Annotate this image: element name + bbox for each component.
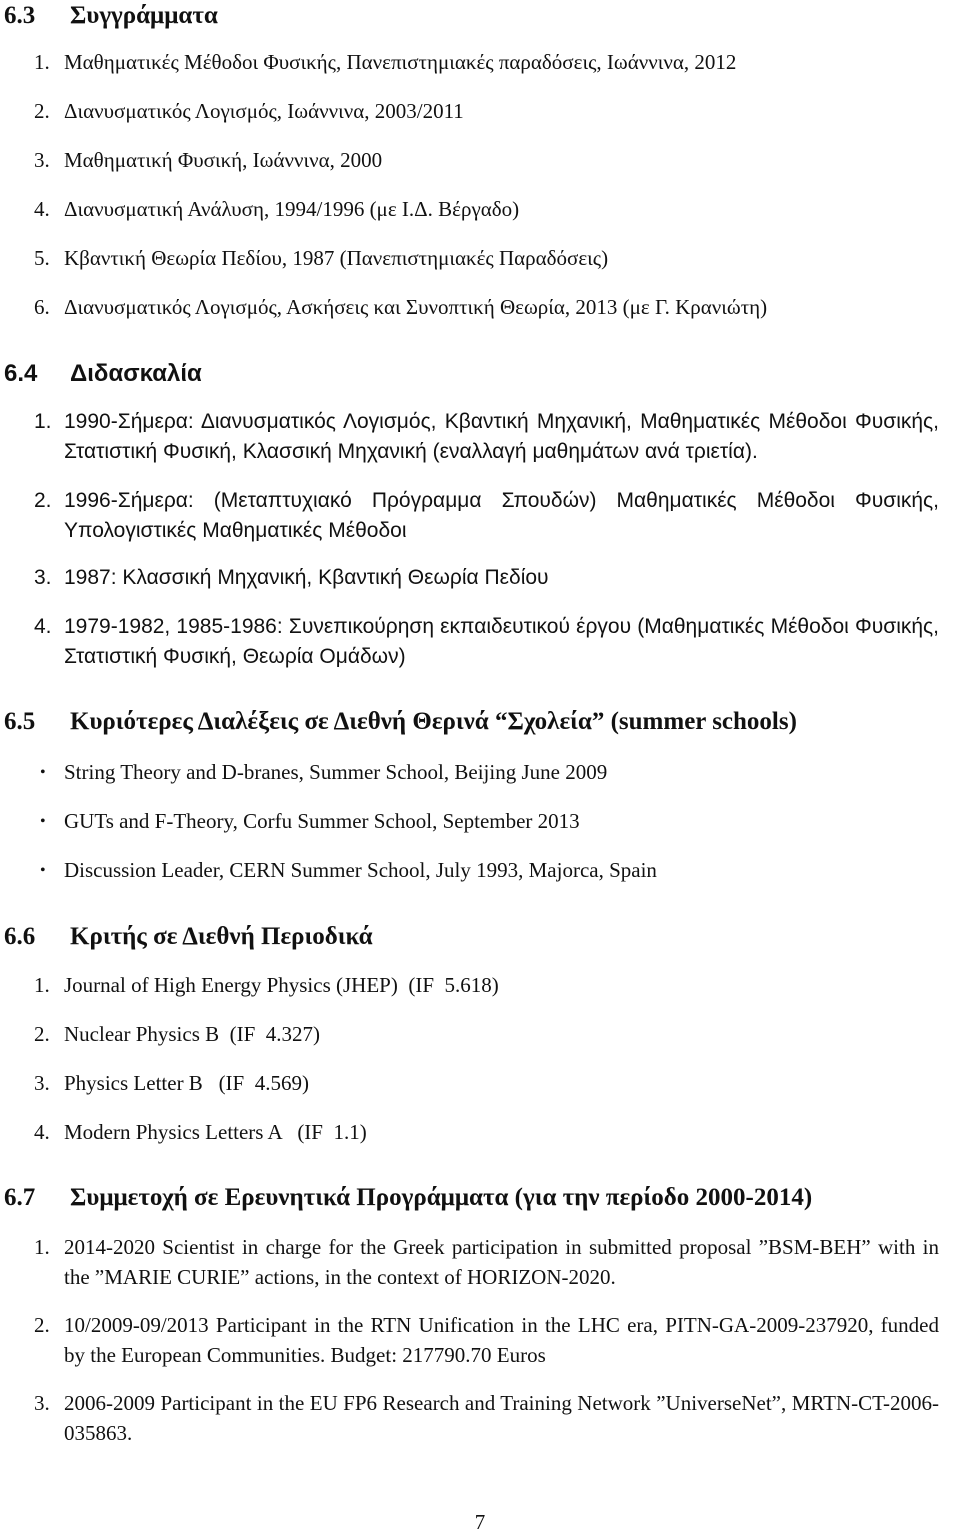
item-number: 2. (34, 1313, 50, 1337)
list-item (34, 1019, 939, 1049)
list-item (34, 243, 939, 273)
item-text: String Theory and D-branes, Summer School, Beijing June 2009 (64, 760, 608, 784)
bullet-icon: • (40, 764, 46, 781)
section-title: Συμμετοχή σε Ερευνητικά Προγράμματα (για την περίοδο 2000-2014) (70, 1184, 813, 1211)
item-text: Κβαντική Θεωρία Πεδίου, 1987 (Πανεπιστημιακές Παραδόσεις) (64, 246, 609, 270)
item-number: 2. (34, 489, 52, 512)
item-text: Nuclear Physics B (IF 4.327) (64, 1022, 321, 1046)
item-number: 4. (34, 615, 52, 638)
item-number: 2. (34, 99, 50, 123)
item-text: Modern Physics Letters A (IF 1.1) (64, 1120, 367, 1144)
bullet-item (40, 855, 657, 886)
item-number: 6. (34, 295, 50, 319)
section-number: 6.7 (4, 1184, 36, 1211)
item-text: Διανυσματική Ανάλυση, 1994/1996 (με Ι.Δ. Βέργαδο) (64, 197, 520, 221)
item-text: Διανυσματικός Λογισμός, Ιωάννινα, 2003/2011 (64, 99, 464, 123)
list-item (34, 292, 939, 322)
section-title: Κριτής σε Διεθνή Περιοδικά (70, 923, 373, 950)
item-number: 1. (34, 1235, 50, 1259)
item-text: Physics Letter B (IF 4.569) (64, 1071, 309, 1095)
item-text: Διανυσματικός Λογισμός, Ασκήσεις και Συνοπτική Θεωρία, 2013 (με Γ. Κρανιώτη) (64, 295, 768, 319)
item-text: Journal of High Energy Physics (JHEP) (IF 5.618) (64, 973, 499, 997)
item-text: Μαθηματική Φυσική, Ιωάννινα, 2000 (64, 148, 383, 172)
item-text: Μαθηματικές Μέθοδοι Φυσικής, Πανεπιστημιακές παραδόσεις, Ιωάννινα, 2012 (64, 50, 737, 74)
item-number: 5. (34, 246, 50, 270)
list-item (34, 96, 939, 126)
list-item (34, 1310, 939, 1370)
section-number: 6.5 (4, 708, 36, 735)
section-number: 6.4 (4, 360, 38, 387)
list-item (34, 1117, 939, 1147)
section-number: 6.3 (4, 2, 36, 29)
list-item (34, 970, 939, 1000)
item-number: 3. (34, 566, 52, 589)
page-number: 7 (474, 1510, 486, 1534)
bullet-item (40, 806, 580, 837)
item-number: 2. (34, 1022, 50, 1046)
item-text: 1979-1982, 1985-1986: Συνεπικούρηση εκπαιδευτικού έργου (Μαθηματικές Μέθοδοι Φυσικής, Στατιστική Φυσική, Θεωρία Ομάδων) (64, 615, 939, 668)
item-number: 3. (34, 148, 50, 172)
section-title: Διδασκαλία (70, 360, 202, 387)
item-text: 10/2009-09/2013 Participant in the RTN Unification in the LHC era, PITN-GA-2009-237920, funded by the European Communities. Budget: 217790.70 Euros (64, 1313, 939, 1367)
item-text: 1990-Σήμερα: Διανυσματικός Λογισμός, Κβαντική Μηχανική, Μαθηματικές Μέθοδοι Φυσικής, Στατιστική Φυσική, Κλασσική Μηχανική (εναλλαγή μαθημάτων ανά τριετία). (64, 410, 939, 463)
item-number: 3. (34, 1071, 50, 1095)
section-heading-6-6 (4, 923, 373, 951)
bullet-icon: • (40, 862, 46, 879)
section-heading-6-4 (4, 360, 202, 388)
list-item (34, 407, 939, 467)
item-number: 3. (34, 1391, 50, 1415)
section-heading-6-5 (4, 708, 797, 736)
item-text: 1996-Σήμερα: (Μεταπτυχιακό Πρόγραμμα Σπουδών) Μαθηματικές Μέθοδοι Φυσικής, Υπολογιστικές Μαθηματικές Μέθοδοι (64, 489, 939, 542)
item-text: 2006-2009 Participant in the EU FP6 Research and Training Network ”UniverseNet”, MRTN-CT-2006-035863. (64, 1391, 939, 1445)
section-number: 6.6 (4, 923, 36, 950)
item-text: 2014-2020 Scientist in charge for the Greek participation in submitted proposal ”BSM-BEH” with in the ”MARIE CURIE” actions, in the context of HORIZON-2020. (64, 1235, 939, 1289)
item-number: 4. (34, 1120, 50, 1144)
item-number: 1. (34, 50, 50, 74)
list-item (34, 486, 939, 546)
item-number: 1. (34, 973, 50, 997)
item-text: Discussion Leader, CERN Summer School, July 1993, Majorca, Spain (64, 858, 657, 882)
section-title: Συγγράμματα (70, 2, 218, 29)
list-item (34, 563, 939, 593)
list-item (34, 1068, 939, 1098)
bullet-icon: • (40, 813, 46, 830)
item-text: GUTs and F-Theory, Corfu Summer School, September 2013 (64, 809, 580, 833)
list-item (34, 612, 939, 672)
item-text: 1987: Κλασσική Μηχανική, Κβαντική Θεωρία Πεδίου (64, 566, 549, 589)
list-item (34, 145, 939, 175)
section-heading-6-7 (4, 1184, 812, 1212)
item-number: 1. (34, 410, 52, 433)
section-heading-6-3 (4, 2, 218, 30)
section-title: Κυριότερες Διαλέξεις σε Διεθνή Θερινά “Σχολεία” (summer schools) (70, 708, 797, 735)
list-item (34, 194, 939, 224)
list-item (34, 1388, 939, 1448)
list-item (34, 1232, 939, 1292)
item-number: 4. (34, 197, 50, 221)
list-item (34, 47, 939, 77)
bullet-item (40, 757, 607, 788)
